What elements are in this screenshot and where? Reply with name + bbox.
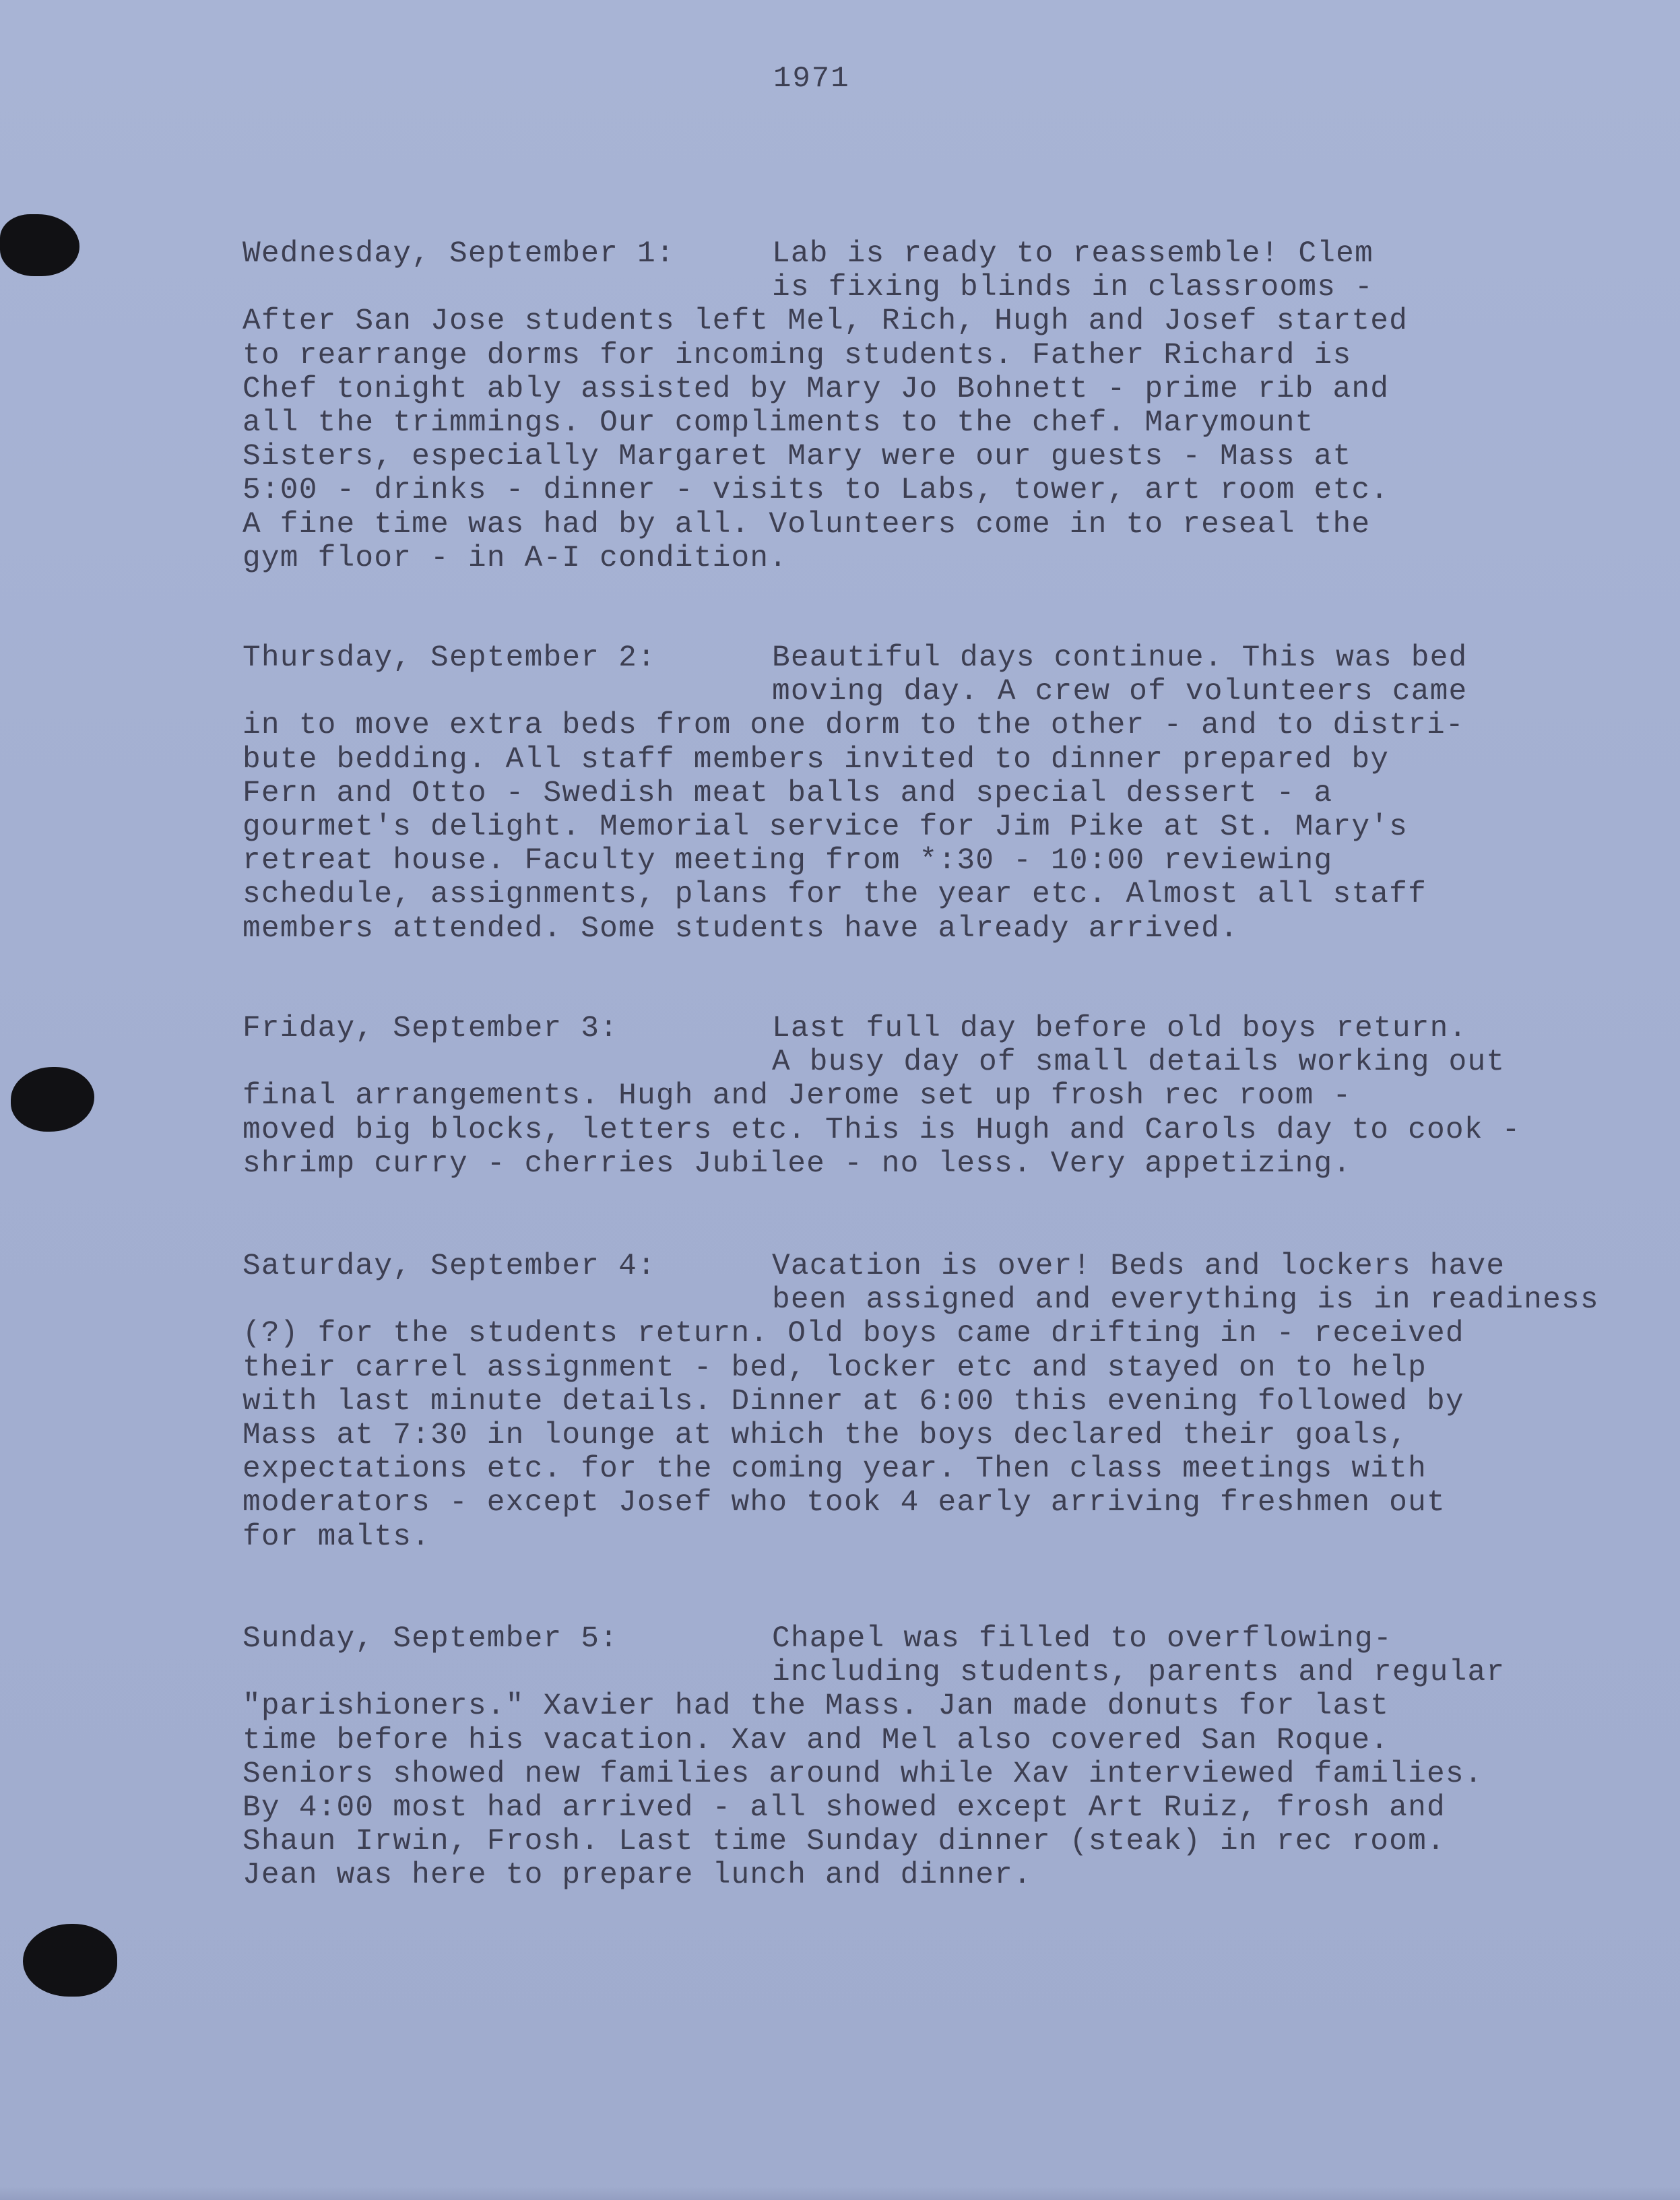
- entry-continuation: been assigned and everything is in readiness: [772, 1283, 1599, 1318]
- entry-line: Sisters, especially Margaret Mary were our guests - Mass at: [243, 440, 1352, 474]
- entry-continuation: including students, parents and regular: [772, 1656, 1506, 1690]
- diary-entry-sept-4: [243, 1250, 1671, 1554]
- diary-entry-sept-2: [243, 641, 1671, 946]
- diary-entry-sept-3: [243, 1012, 1671, 1181]
- entry-line: (?) for the students return. Old boys came drifting in - received: [243, 1317, 1464, 1351]
- entry-line: gourmet's delight. Memorial service for Jim Pike at St. Mary's: [243, 810, 1409, 844]
- entry-line: Fern and Otto - Swedish meat balls and special dessert - a: [243, 776, 1333, 810]
- entry-date: Sunday, September 5:: [243, 1622, 619, 1656]
- entry-line: members attended. Some students have already arrived.: [243, 911, 1239, 946]
- entry-line: Mass at 7:30 in lounge at which the boys declared their goals,: [243, 1418, 1409, 1452]
- entry-date: Saturday, September 4:: [243, 1250, 656, 1283]
- entry-line: final arrangements. Hugh and Jerome set up frosh rec room -: [243, 1079, 1352, 1113]
- entry-line: all the trimmings. Our compliments to the chef. Marymount: [243, 406, 1314, 440]
- page-year-heading: 1971: [773, 62, 850, 96]
- entry-lead-text: Vacation is over! Beds and lockers have: [772, 1250, 1506, 1283]
- entry-line: A fine time was had by all. Volunteers come in to reseal the: [243, 507, 1371, 542]
- entry-line: in to move extra beds from one dorm to the other - and to distri-: [243, 709, 1464, 743]
- entry-continuation: moving day. A crew of volunteers came: [772, 675, 1468, 709]
- entry-line: shrimp curry - cherries Jubilee - no less. Very appetizing.: [243, 1146, 1352, 1181]
- entry-lead-text: Last full day before old boys return.: [772, 1012, 1468, 1045]
- entry-line: Seniors showed new families around while Xav interviewed families.: [243, 1757, 1483, 1791]
- entry-line: for malts.: [243, 1520, 431, 1554]
- entry-date: Wednesday, September 1:: [243, 237, 675, 271]
- diary-entry-sept-1: [243, 237, 1671, 575]
- page-bottom-edge: [0, 2187, 1680, 2200]
- entry-line: "parishioners." Xavier had the Mass. Jan made donuts for last: [243, 1689, 1390, 1724]
- entry-line: moderators - except Josef who took 4 early arriving freshmen out: [243, 1486, 1446, 1520]
- entry-line: bute bedding. All staff members invited to dinner prepared by: [243, 742, 1390, 777]
- binder-hole-bottom: [23, 1924, 117, 1997]
- entry-line: schedule, assignments, plans for the year etc. Almost all staff: [243, 878, 1427, 912]
- entry-lead-text: Beautiful days continue. This was bed: [772, 641, 1468, 675]
- diary-entry-sept-5: [243, 1622, 1671, 1893]
- entry-lead-text: Lab is ready to reassemble! Clem: [772, 237, 1374, 271]
- entry-line: their carrel assignment - bed, locker etc and stayed on to help: [243, 1351, 1427, 1385]
- entry-date: Thursday, September 2:: [243, 641, 656, 675]
- entry-line: Shaun Irwin, Frosh. Last time Sunday dinner (steak) in rec room.: [243, 1825, 1446, 1859]
- entry-line: gym floor - in A-I condition.: [243, 541, 788, 575]
- binder-hole-middle: [11, 1067, 94, 1132]
- entry-line: expectations etc. for the coming year. Then class meetings with: [243, 1452, 1427, 1487]
- entry-continuation: A busy day of small details working out: [772, 1045, 1506, 1080]
- entry-line: with last minute details. Dinner at 6:00 this evening followed by: [243, 1384, 1464, 1419]
- entry-lead-text: Chapel was filled to overflowing-: [772, 1622, 1392, 1656]
- entry-line: By 4:00 most had arrived - all showed except Art Ruiz, frosh and: [243, 1790, 1446, 1825]
- entry-line: After San Jose students left Mel, Rich, Hugh and Josef started: [243, 304, 1409, 339]
- entry-line: Jean was here to prepare lunch and dinner.: [243, 1858, 1032, 1893]
- entry-line: Chef tonight ably assisted by Mary Jo Bohnett - prime rib and: [243, 372, 1390, 406]
- entry-line: moved big blocks, letters etc. This is Hugh and Carols day to cook -: [243, 1113, 1521, 1147]
- entry-line: time before his vacation. Xav and Mel also covered San Roque.: [243, 1723, 1390, 1757]
- entry-first-line: [243, 237, 1671, 271]
- entry-first-line: [243, 641, 1671, 675]
- binder-hole-top: [0, 214, 79, 276]
- entry-first-line: [243, 1012, 1671, 1045]
- entry-date: Friday, September 3:: [243, 1012, 619, 1045]
- entry-first-line: [243, 1250, 1671, 1283]
- entry-line: to rearrange dorms for incoming students. Father Richard is: [243, 338, 1352, 373]
- entry-line: 5:00 - drinks - dinner - visits to Labs, tower, art room etc.: [243, 474, 1390, 508]
- entry-continuation: is fixing blinds in classrooms -: [772, 271, 1374, 305]
- entry-first-line: [243, 1622, 1671, 1656]
- entry-line: retreat house. Faculty meeting from *:30 - 10:00 reviewing: [243, 844, 1333, 878]
